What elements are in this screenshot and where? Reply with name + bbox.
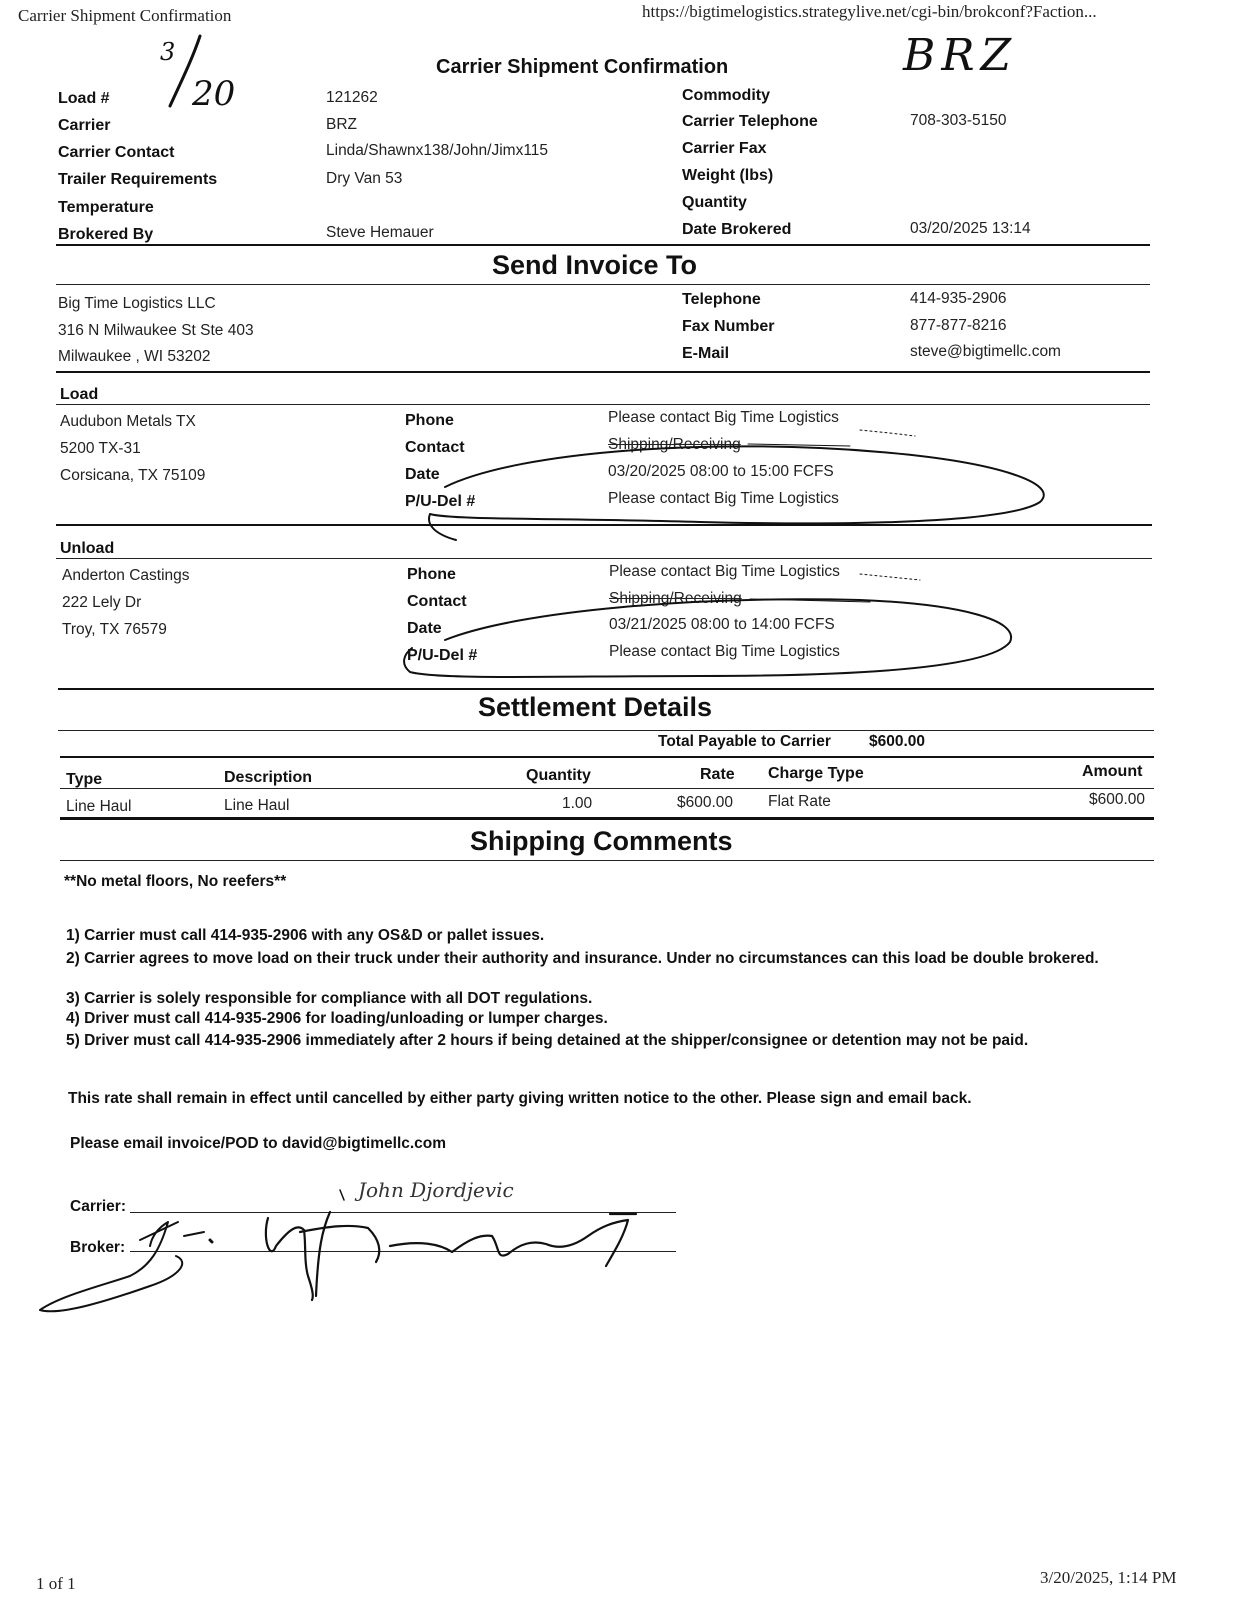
temperature-label: Temperature xyxy=(58,199,154,216)
settlement-cell-charge-type: Flat Rate xyxy=(768,793,831,810)
carrier-contact-value: Linda/Shawnx138/John/Jimx115 xyxy=(326,142,549,159)
carrier-value: BRZ xyxy=(326,116,357,133)
comment-rule-2: 2) Carrier agrees to move load on their truck under their authority and insurance. Under no circumstances can this load be double brokered. xyxy=(66,950,1099,967)
total-payable-value: $600.00 xyxy=(869,733,926,750)
print-page-title: Carrier Shipment Confirmation xyxy=(18,6,232,25)
load-phone-value: Please contact Big Time Logistics xyxy=(608,409,839,426)
load-section-title: Load xyxy=(60,386,99,403)
comments-section-title: Shipping Comments xyxy=(470,826,733,856)
divider xyxy=(56,558,1152,559)
carrier-signature-label: Carrier: xyxy=(70,1198,126,1215)
quantity-label: Quantity xyxy=(682,194,747,211)
divider xyxy=(56,524,1152,526)
divider xyxy=(60,817,1154,820)
divider xyxy=(60,756,1154,758)
invoice-section-title: Send Invoice To xyxy=(492,250,698,280)
handwritten-date-month: 3 xyxy=(160,38,176,66)
divider xyxy=(60,860,1154,861)
load-phone-label: Phone xyxy=(405,412,454,429)
settlement-col-amount: Amount xyxy=(1082,763,1143,780)
total-payable-label: Total Payable to Carrier xyxy=(658,733,831,750)
load-number-label: Load # xyxy=(58,90,110,107)
unload-date-value: 03/21/2025 08:00 to 14:00 FCFS xyxy=(609,616,835,633)
invoice-address-line: Milwaukee , WI 53202 xyxy=(58,348,211,365)
settlement-col-type: Type xyxy=(66,771,103,788)
unload-address-line: 222 Lely Dr xyxy=(62,594,142,611)
comment-rule-5: 5) Driver must call 414-935-2906 immediately after 2 hours if being detained at the shipper/consignee or detention may not be paid. xyxy=(66,1032,1029,1049)
comment-rule-4: 4) Driver must call 414-935-2906 for loading/unloading or lumper charges. xyxy=(66,1010,608,1027)
print-url: https://bigtimelogistics.strategylive.net/cgi-bin/brokconf?Faction... xyxy=(642,2,1097,21)
invoice-telephone-label: Telephone xyxy=(682,291,761,308)
unload-pu-del-label: P/U-Del # xyxy=(407,647,478,664)
load-address-line: Corsicana, TX 75109 xyxy=(60,467,206,484)
carrier-telephone-value: 708-303-5150 xyxy=(910,112,1007,129)
weight-label: Weight (lbs) xyxy=(682,167,774,184)
unload-phone-label: Phone xyxy=(407,566,456,583)
settlement-col-quantity: Quantity xyxy=(526,767,591,784)
unload-address-line: Troy, TX 76579 xyxy=(62,621,167,638)
load-address-line: 5200 TX-31 xyxy=(60,440,141,457)
load-date-value: 03/20/2025 08:00 to 15:00 FCFS xyxy=(608,463,834,480)
shipping-note: **No metal floors, No reefers** xyxy=(64,873,287,890)
invoice-telephone-value: 414-935-2906 xyxy=(910,290,1007,307)
carrier-fax-label: Carrier Fax xyxy=(682,140,767,157)
load-address-line: Audubon Metals TX xyxy=(60,413,196,430)
settlement-cell-rate: $600.00 xyxy=(677,794,734,811)
rate-notice: This rate shall remain in effect until cancelled by either party giving written notice to the other. Please sign and email back. xyxy=(68,1090,972,1107)
commodity-label: Commodity xyxy=(682,87,770,104)
document-title: Carrier Shipment Confirmation xyxy=(436,56,729,78)
footer-datetime: 3/20/2025, 1:14 PM xyxy=(1040,1568,1177,1587)
settlement-col-description: Description xyxy=(224,769,313,786)
load-date-label: Date xyxy=(405,466,440,483)
carrier-signature-line xyxy=(130,1212,676,1213)
handwritten-date-day: 20 xyxy=(192,74,236,114)
invoice-fax-value: 877-877-8216 xyxy=(910,317,1007,334)
settlement-col-rate: Rate xyxy=(700,766,735,783)
broker-signature-label: Broker: xyxy=(70,1239,126,1256)
invoice-address-line: Big Time Logistics LLC xyxy=(58,295,216,312)
comment-rule-1: 1) Carrier must call 414-935-2906 with any OS&D or pallet issues. xyxy=(66,927,545,944)
settlement-col-charge-type: Charge Type xyxy=(768,765,864,782)
invoice-email-label: E-Mail xyxy=(682,345,730,362)
comment-rule-3: 3) Carrier is solely responsible for compliance with all DOT regulations. xyxy=(66,990,593,1007)
divider xyxy=(56,244,1150,246)
invoice-address-line: 316 N Milwaukee St Ste 403 xyxy=(58,322,254,339)
settlement-cell-amount: $600.00 xyxy=(1089,791,1146,808)
brokered-by-label: Brokered By xyxy=(58,226,154,243)
unload-contact-value: Shipping/Receiving xyxy=(609,590,742,607)
trailer-requirements-label: Trailer Requirements xyxy=(58,171,218,188)
settlement-cell-type: Line Haul xyxy=(66,798,132,815)
divider xyxy=(56,284,1150,285)
settlement-section-title: Settlement Details xyxy=(478,692,713,722)
email-notice: Please email invoice/POD to david@bigtimellc.com xyxy=(70,1135,447,1152)
load-pu-del-value: Please contact Big Time Logistics xyxy=(608,490,839,507)
unload-address-line: Anderton Castings xyxy=(62,567,190,584)
carrier-label: Carrier xyxy=(58,117,111,134)
invoice-email-value: steve@bigtimellc.com xyxy=(910,343,1061,360)
carrier-contact-label: Carrier Contact xyxy=(58,144,175,161)
footer-page-number: 1 of 1 xyxy=(36,1574,76,1593)
carrier-telephone-label: Carrier Telephone xyxy=(682,113,818,130)
settlement-cell-quantity: 1.00 xyxy=(562,795,593,812)
handwritten-carrier-code: BRZ xyxy=(903,30,1018,81)
brokered-by-value: Steve Hemauer xyxy=(326,224,434,241)
unload-pu-del-value: Please contact Big Time Logistics xyxy=(609,643,840,660)
divider xyxy=(60,788,1154,789)
unload-contact-label: Contact xyxy=(407,593,467,610)
load-number-value: 121262 xyxy=(326,89,378,106)
settlement-cell-description: Line Haul xyxy=(224,797,290,814)
invoice-fax-label: Fax Number xyxy=(682,318,775,335)
broker-signature-line xyxy=(130,1251,676,1252)
load-contact-label: Contact xyxy=(405,439,465,456)
unload-section-title: Unload xyxy=(60,540,115,557)
divider xyxy=(58,688,1154,690)
date-brokered-value: 03/20/2025 13:14 xyxy=(910,220,1031,237)
load-contact-value: Shipping/Receiving xyxy=(608,436,741,453)
divider xyxy=(56,404,1150,405)
date-brokered-label: Date Brokered xyxy=(682,221,792,238)
load-pu-del-label: P/U-Del # xyxy=(405,493,476,510)
divider xyxy=(56,371,1150,373)
unload-date-label: Date xyxy=(407,620,442,637)
unload-phone-value: Please contact Big Time Logistics xyxy=(609,563,840,580)
trailer-requirements-value: Dry Van 53 xyxy=(326,170,403,187)
carrier-signature-name: John Djordjevic xyxy=(358,1178,514,1202)
divider xyxy=(58,730,1154,731)
